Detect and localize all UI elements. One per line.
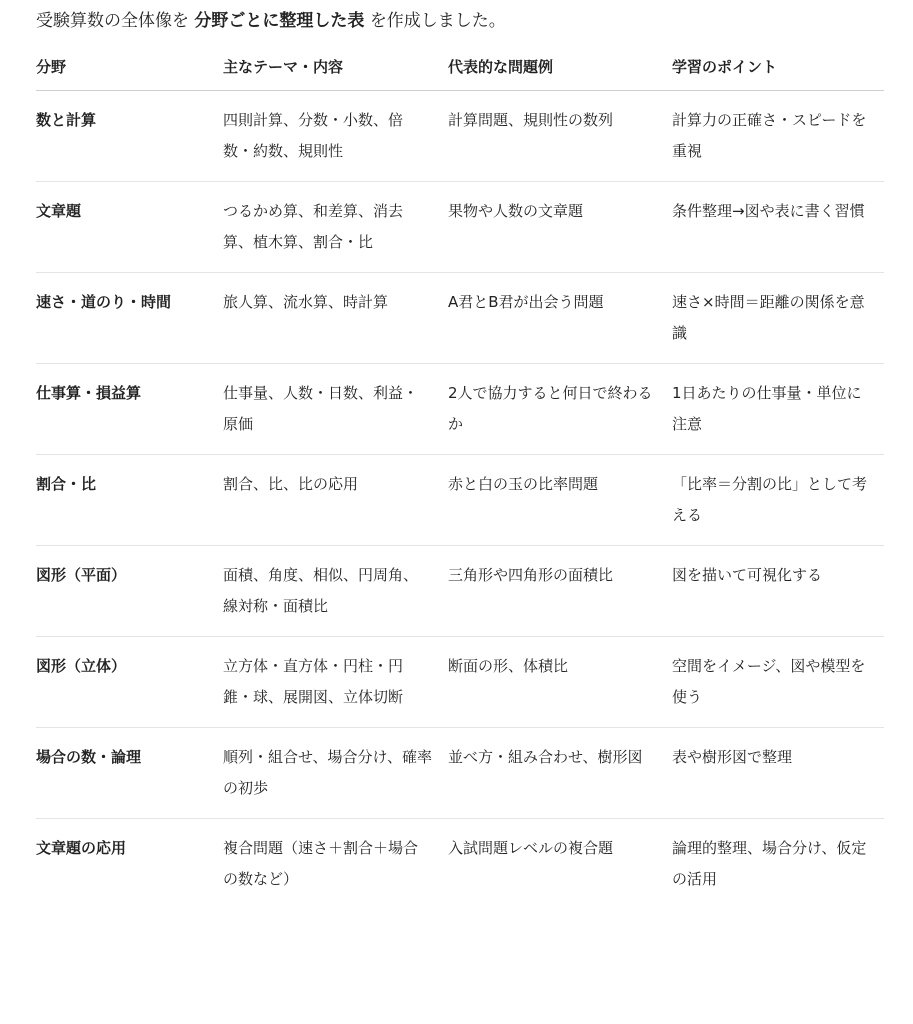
table-row	[36, 455, 884, 546]
field-cell: 図形（立体）	[36, 637, 223, 728]
table-row	[36, 364, 884, 455]
example-cell: 入試問題レベルの複合題	[448, 839, 614, 857]
example-cell: 並べ方・組み合わせ、樹形図	[448, 728, 672, 819]
point-cell: 表や樹形図で整理	[672, 728, 884, 819]
point-cell: 論理的整理、場合分け、仮定の活用	[672, 839, 867, 888]
theme-cell: 仕事量、人数・日数、利益・原価	[223, 364, 448, 455]
field-cell: 割合・比	[36, 455, 223, 546]
point-cell: 「比率＝分割の比」として考える	[672, 455, 884, 546]
theme-cell: 面積、角度、相似、円周角、線対称・面積比	[223, 546, 448, 637]
example-cell: 計算問題、規則性の数列	[448, 91, 672, 182]
theme-cell: 割合、比、比の応用	[223, 455, 448, 546]
example-cell: 果物や人数の文章題	[448, 182, 672, 273]
intro-text	[36, 8, 506, 34]
table-row	[36, 819, 884, 910]
point-cell: 1日あたりの仕事量・単位に注意	[672, 364, 884, 455]
theme-cell: 立方体・直方体・円柱・円錐・球、展開図、立体切断	[223, 637, 448, 728]
header-field: 分野	[36, 50, 223, 91]
example-cell: 赤と白の玉の比率問題	[448, 455, 672, 546]
table-row	[36, 546, 884, 637]
table-row	[36, 637, 884, 728]
table-row	[36, 91, 884, 182]
field-cell: 文章題	[36, 182, 223, 273]
point-cell: 図を描いて可視化する	[672, 546, 884, 637]
point-cell: 条件整理→図や表に書く習慣	[672, 182, 884, 273]
example-cell: 2人で協力すると何日で終わるか	[448, 364, 672, 455]
point-cell: 計算力の正確さ・スピードを重視	[672, 91, 884, 182]
table-header-row	[36, 50, 884, 91]
example-cell: 断面の形、体積比	[448, 637, 672, 728]
theme-cell: つるかめ算、和差算、消去算、植木算、割合・比	[223, 182, 448, 273]
theme-cell: 旅人算、流水算、時計算	[223, 273, 448, 364]
example-cell: A君とB君が出会う問題	[448, 273, 672, 364]
theme-cell: 複合問題（速さ＋割合＋場合の数など）	[223, 839, 419, 888]
point-cell: 空間をイメージ、図や模型を使う	[672, 637, 884, 728]
theme-cell: 四則計算、分数・小数、倍数・約数、規則性	[223, 91, 448, 182]
topic-table	[36, 50, 884, 909]
field-cell: 図形（平面）	[36, 546, 223, 637]
intro-bold: 分野ごとに整理した表	[194, 11, 365, 31]
field-cell: 場合の数・論理	[36, 728, 223, 819]
table-row	[36, 182, 884, 273]
point-cell: 速さ×時間＝距離の関係を意識	[672, 273, 884, 364]
intro-suffix: を作成しました。	[369, 11, 506, 31]
field-cell: 数と計算	[36, 91, 223, 182]
field-cell: 仕事算・損益算	[36, 364, 223, 455]
header-example: 代表的な問題例	[448, 50, 672, 91]
header-point: 学習のポイント	[672, 50, 884, 91]
table-row	[36, 273, 884, 364]
header-theme: 主なテーマ・内容	[223, 50, 448, 91]
table-row	[36, 728, 884, 819]
field-cell: 文章題の応用	[36, 839, 127, 857]
example-cell: 三角形や四角形の面積比	[448, 546, 672, 637]
theme-cell: 順列・組合せ、場合分け、確率の初歩	[223, 728, 448, 819]
intro-prefix: 受験算数の全体像を	[36, 11, 189, 31]
field-cell: 速さ・道のり・時間	[36, 273, 223, 364]
